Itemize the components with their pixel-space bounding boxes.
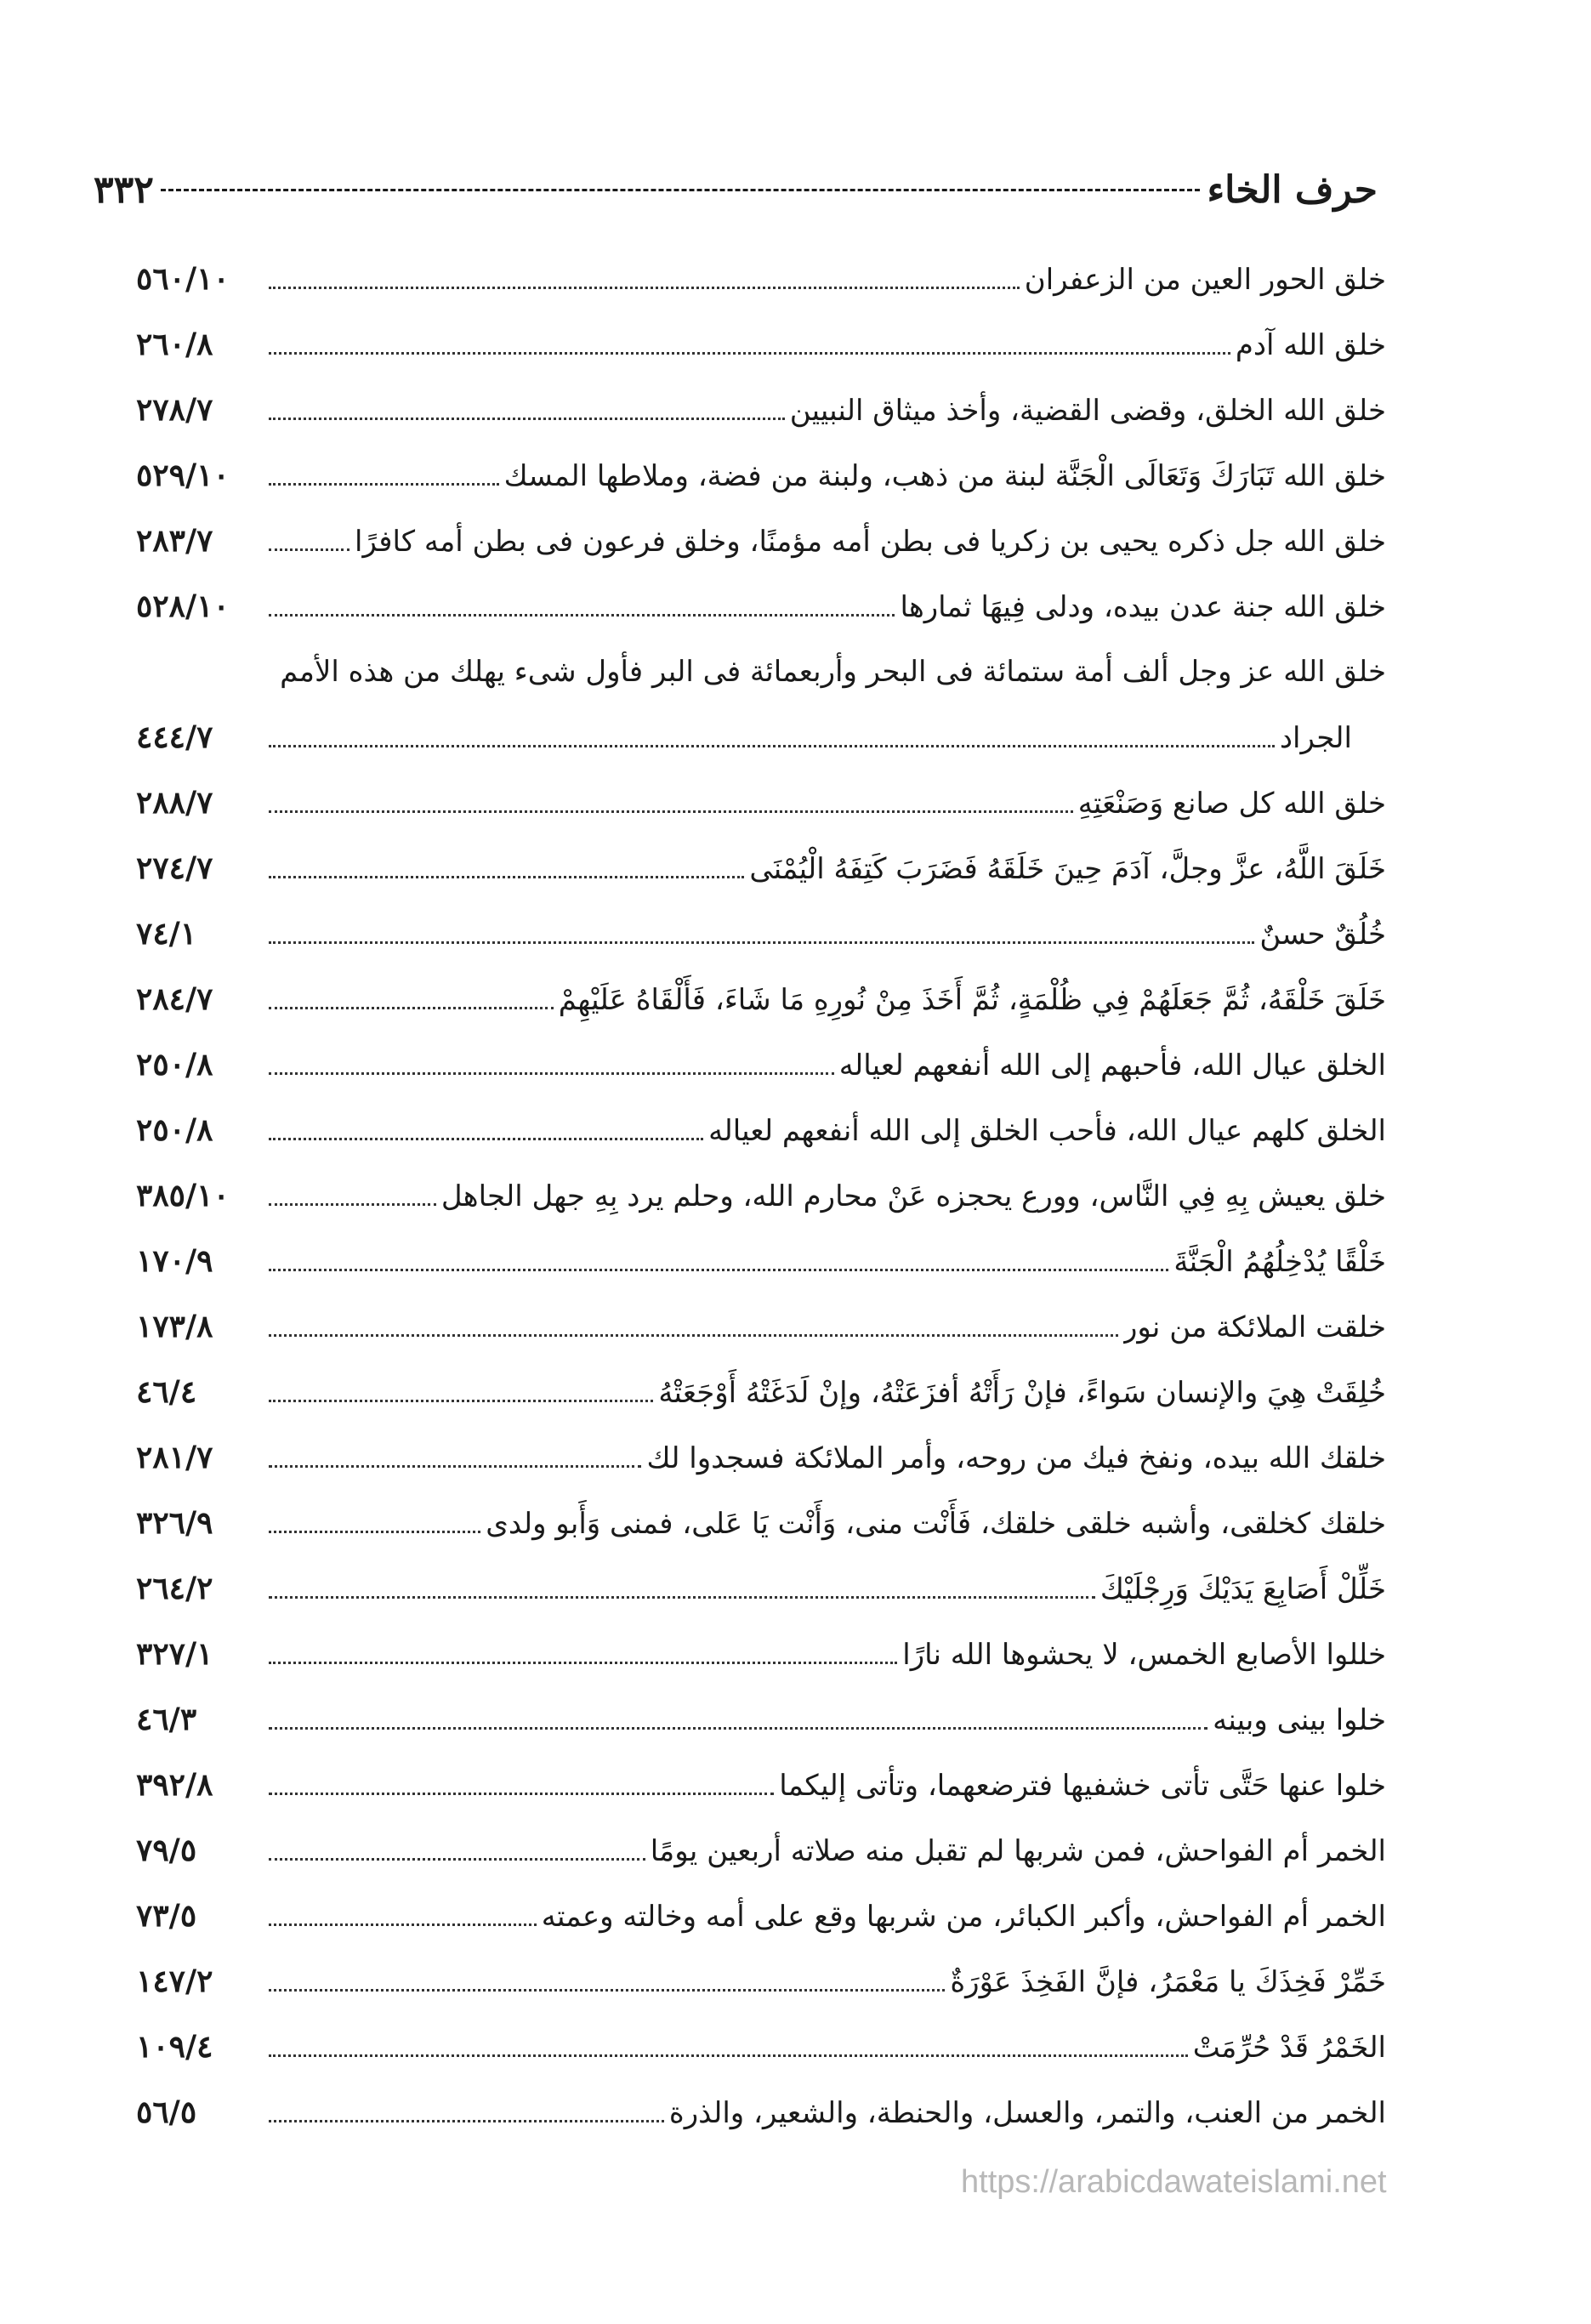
index-entry	[136, 1687, 1386, 1753]
entry-reference: ٢٥٠/٨	[136, 1112, 213, 1148]
dot-leader	[269, 941, 1254, 944]
index-entry	[136, 574, 1386, 639]
index-entry	[136, 2080, 1386, 2145]
entry-reference: ٣٩٢/٨	[136, 1767, 213, 1803]
dot-leader	[269, 1923, 537, 1926]
index-entries	[136, 247, 1386, 2145]
page-number: ٣٣٢	[94, 168, 154, 212]
entry-text: خَلَقَ خَلْقَهُ، ثُمَّ جَعَلَهُمْ فِي ظُلْمَةٍ، ثُمَّ أَخَذَ مِنْ نُورِهِ مَا شَاءَ، فَأَلْقَاهُ عَلَيْهِمْ	[558, 983, 1386, 1017]
index-entry	[136, 1425, 1386, 1491]
index-entry	[136, 1163, 1386, 1229]
entry-reference: ٧٤/١	[136, 916, 197, 952]
entry-text: الخمر أم الفواحش، وأكبر الكبائر، من شربها وقع على أمه وخالته وعمته	[541, 1900, 1386, 1934]
entry-reference: ٥٢٨/١٠	[136, 588, 230, 624]
running-header	[85, 160, 1386, 219]
dot-leader	[269, 810, 1073, 813]
dot-leader	[269, 1138, 703, 1140]
entry-reference: ١٠٩/٤	[136, 2029, 213, 2065]
index-entry	[136, 1949, 1386, 2014]
dot-leader	[269, 2054, 1188, 2057]
entry-reference: ٥٦٠/١٠	[136, 261, 230, 297]
index-entry	[136, 2014, 1386, 2080]
entry-text: خلق الله آدم	[1235, 328, 1386, 362]
entry-reference: ١٤٧/٢	[136, 1963, 213, 1999]
entry-text: خَلِّلْ أَصَابِعَ يَدَيْكَ وَرِجْلَيْكَ	[1099, 1572, 1386, 1606]
entry-reference: ٣٨٥/١٠	[136, 1178, 230, 1213]
entry-reference: ٥٦/٥	[136, 2094, 197, 2130]
entry-continuation-text: الجراد	[1279, 721, 1352, 755]
index-entry	[136, 378, 1386, 443]
entry-reference: ٤٦/٣	[136, 1702, 197, 1737]
index-entry	[136, 1294, 1386, 1360]
dot-leader	[269, 1531, 480, 1533]
index-entry	[136, 1753, 1386, 1818]
dot-leader	[269, 1072, 834, 1075]
dot-leader	[269, 2120, 664, 2122]
entry-text: خلوا بينى وبينه	[1213, 1703, 1386, 1737]
entry-text: خُلُقٌ حسنٌ	[1259, 918, 1386, 952]
entry-reference: ٥٢٩/١٠	[136, 457, 230, 493]
entry-reference: ١٧٠/٩	[136, 1243, 213, 1279]
section-title: حرف الخاء	[1207, 168, 1378, 212]
entry-text: الخمر من العنب، والتمر، والعسل، والحنطة، والشعير، والذرة	[668, 2096, 1386, 2130]
entry-reference: ٣٢٧/١	[136, 1636, 213, 1672]
dot-leader	[269, 1400, 653, 1402]
index-entry	[136, 1360, 1386, 1425]
index-entry	[136, 312, 1386, 378]
entry-text: خَلْقًا يُدْخِلُهُمُ الْجَنَّةَ	[1173, 1245, 1386, 1279]
entry-reference: ٢٨٣/٧	[136, 523, 213, 559]
index-entry	[136, 836, 1386, 901]
index-entry	[136, 1884, 1386, 1949]
dot-leader	[269, 745, 1275, 747]
entry-reference: ٢٧٤/٧	[136, 850, 213, 886]
entry-text: خلق الله عز وجل ألف أمة ستمائة فى البحر وأربعمائة فى البر فأول شىء يهلك من هذه الأمم	[280, 655, 1386, 689]
entry-reference: ٧٩/٥	[136, 1832, 197, 1868]
dot-leader	[269, 548, 349, 551]
watermark: https://arabicdawateislami.net	[961, 2164, 1387, 2200]
entry-text: خَلَقَ اللَّهُ، عزَّ وجلَّ، آدَمَ حِينَ خَلَقَهُ فَضَرَبَ كَتِفَهُ الْيُمْنَى	[749, 852, 1386, 886]
dot-leader	[269, 1662, 897, 1664]
entry-text: خَمِّرْ فَخِذَكَ يا مَعْمَرُ، فإنَّ الفَخِذَ عَوْرَةٌ	[950, 1965, 1386, 1999]
entry-text: خلق الله تَبَارَكَ وَتَعَالَى الْجَنَّة لبنة من ذهب، ولبنة من فضة، وملاطها المسك	[503, 459, 1386, 493]
entry-text: خللوا الأصابع الخمس، لا يحشوها الله نارًا	[902, 1638, 1386, 1672]
entry-text: الخلق عيال الله، فأحبهم إلى الله أنفعهم لعياله	[838, 1048, 1386, 1082]
index-entry	[136, 901, 1386, 967]
entry-text: خلق الحور العين من الزعفران	[1024, 263, 1386, 297]
entry-reference: ٢٦٠/٨	[136, 327, 213, 362]
index-entry	[136, 247, 1386, 312]
entry-reference: ٢٨٤/٧	[136, 981, 213, 1017]
entry-reference: ٢٨١/٧	[136, 1440, 213, 1475]
entry-text: خُلِقَتْ هِيَ والإنسان سَواءً، فإنْ رَأَتْهُ أفزَعَتْهُ، وإنْ لَدَغَتْهُ أَوْجَعَتْهُ	[658, 1376, 1386, 1410]
index-entry	[136, 1818, 1386, 1884]
dot-leader	[269, 876, 744, 878]
dot-leader	[269, 483, 499, 486]
index-entry	[136, 770, 1386, 836]
dot-leader	[269, 352, 1230, 355]
dot-leader	[269, 1465, 641, 1468]
entry-text: الخمر أم الفواحش، فمن شربها لم تقبل منه صلاته أربعين يومًا	[650, 1834, 1386, 1868]
entry-reference: ٢٦٤/٢	[136, 1571, 213, 1606]
dot-leader	[269, 1334, 1118, 1337]
entry-reference: ٢٨٨/٧	[136, 785, 213, 821]
index-entry-continuation	[136, 705, 1386, 770]
index-entry	[136, 639, 1386, 705]
index-entry	[136, 1556, 1386, 1622]
dot-leader	[269, 418, 785, 420]
entry-text: خلق الله الخلق، وقضى القضية، وأخذ ميثاق النبيين	[789, 394, 1386, 428]
dot-leader	[269, 1989, 945, 1992]
entry-reference: ٢٥٠/٨	[136, 1047, 213, 1082]
entry-reference: ٧٣/٥	[136, 1898, 197, 1934]
entry-text: خلق الله كل صانع وَصَنْعَتِهِ	[1077, 787, 1386, 821]
entry-text: خلقك كخلقى، وأشبه خلقى خلقك، فَأَنْت منى، وَأَنْت يَا عَلى، فمنى وَأَبو ولدى	[486, 1507, 1386, 1541]
entry-text: الخَمْرُ قَدْ حُرِّمَتْ	[1192, 2031, 1386, 2065]
entry-text: خلوا عنها حَتَّى تأتى خشفيها فترضعهما، وتأتى إليكما	[779, 1769, 1386, 1803]
index-entry	[136, 1098, 1386, 1163]
dot-leader	[269, 287, 1020, 289]
dot-leader	[269, 1858, 645, 1861]
entry-text: خلق الله جل ذكره يحيى بن زكريا فى بطن أمه مؤمنًا، وخلق فرعون فى بطن أمه كافرًا	[355, 525, 1386, 559]
dot-leader	[269, 1596, 1095, 1599]
entry-text: خلقك الله بيده، ونفخ فيك من روحه، وأمر الملائكة فسجدوا لك	[646, 1441, 1386, 1475]
index-entry	[136, 509, 1386, 574]
index-entry	[136, 443, 1386, 509]
index-entry	[136, 967, 1386, 1032]
dot-leader	[269, 1727, 1207, 1730]
entry-text: خلقت الملائكة من نور	[1122, 1310, 1386, 1344]
header-rule	[161, 189, 1201, 191]
dot-leader	[269, 1007, 554, 1009]
entry-reference: ٤٦/٤	[136, 1374, 197, 1410]
entry-text: خلق الله جنة عدن بيده، ودلى فِيهَا ثمارها	[900, 590, 1386, 624]
dot-leader	[269, 1793, 774, 1795]
dot-leader	[269, 1269, 1168, 1271]
index-entry	[136, 1229, 1386, 1294]
entry-reference: ١٧٣/٨	[136, 1309, 213, 1344]
dot-leader	[269, 1203, 436, 1206]
entry-reference: ٢٧٨/٧	[136, 392, 213, 428]
dot-leader	[269, 614, 895, 617]
entry-reference: ٤٤٤/٧	[136, 719, 213, 755]
entry-text: الخلق كلهم عيال الله، فأحب الخلق إلى الله أنفعهم لعياله	[708, 1114, 1386, 1148]
entry-reference: ٣٢٦/٩	[136, 1505, 213, 1541]
index-entry	[136, 1032, 1386, 1098]
index-entry	[136, 1491, 1386, 1556]
index-entry	[136, 1622, 1386, 1687]
entry-text: خلق يعيش بِهِ فِي النَّاس، وورع يحجزه عَنْ محارم الله، وحلم يرد بِهِ جهل الجاهل	[440, 1179, 1386, 1213]
